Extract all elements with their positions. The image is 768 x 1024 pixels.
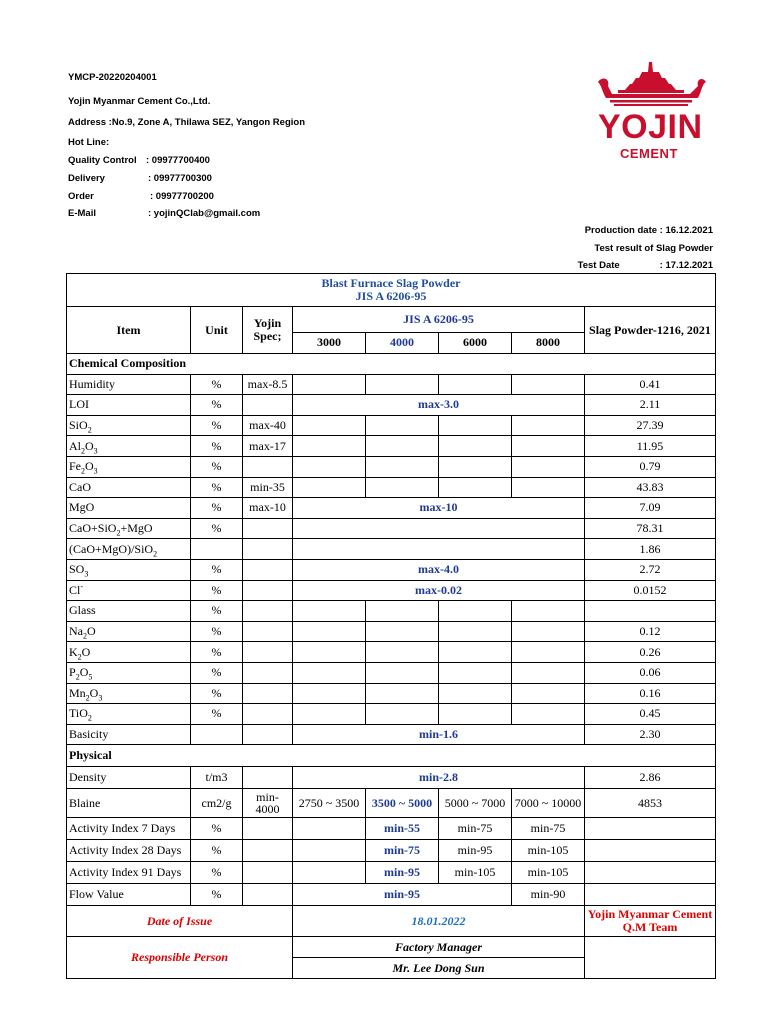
test-result-title: Test result of Slag Powder (594, 243, 713, 254)
production-date: Production date : 16.12.2021 (584, 225, 713, 236)
unit: % (191, 395, 243, 416)
order-label: Order (68, 191, 94, 202)
table-row (67, 767, 716, 789)
item-name: $Fe_2O_3$ (67, 456, 191, 477)
result-value: 2.86 (585, 767, 716, 789)
result-value: 0.16 (585, 683, 716, 704)
unit: % (191, 498, 243, 519)
grade-4000-spec: min-55 (366, 818, 439, 840)
email-label: E-Mail (68, 208, 96, 219)
grade-6000-spec: 5000 ~ 7000 (439, 789, 512, 818)
unit: % (191, 601, 243, 622)
item-name: Basicity (67, 724, 191, 745)
company-name: Yojin Myanmar Cement Co.,Ltd. (68, 96, 211, 107)
result-value: 0.12 (585, 621, 716, 642)
result-value: 0.06 (585, 662, 716, 683)
item-name: Blaine (67, 789, 191, 818)
table-row (67, 436, 716, 457)
logo-wordmark: YOJIN (598, 108, 703, 146)
email-line (68, 208, 260, 219)
email-address: : yojinQClab@gmail.com (148, 208, 261, 219)
result-value: 7.09 (585, 498, 716, 519)
item-name: $SO_3$ (67, 559, 191, 580)
table-row (67, 374, 716, 395)
item-name: Glass (67, 601, 191, 622)
yojin-cement-logo (592, 62, 710, 167)
section-physical: Physical (67, 745, 716, 767)
item-name: MgO (67, 498, 191, 519)
jis-spec: max-0.02 (293, 580, 585, 601)
logo-subtitle: CEMENT (620, 146, 678, 161)
grade-4000-spec: 3500 ~ 5000 (366, 789, 439, 818)
qm-team: Yojin Myanmar Cement Q.M Team (585, 906, 716, 937)
issue-row (67, 906, 716, 937)
qc-phone: : 09977700400 (146, 155, 210, 166)
item-name: TiO$_2$ (67, 704, 191, 725)
table-row (67, 642, 716, 663)
grade-6000-spec: min-75 (439, 818, 512, 840)
unit: % (191, 884, 243, 906)
yojin-spec: min-4000 (243, 789, 293, 818)
unit: % (191, 662, 243, 683)
result-value: 11.95 (585, 436, 716, 457)
table-title-row (67, 274, 716, 307)
table-row (67, 884, 716, 906)
table-title-line2: JIS A 6206-95 (355, 289, 427, 303)
grade-8000-spec: min-75 (512, 818, 585, 840)
grade-6000: 6000 (439, 332, 512, 353)
table-row (67, 498, 716, 519)
table-row (67, 621, 716, 642)
test-date-label: Test Date (577, 260, 620, 271)
table-row (67, 818, 716, 840)
item-name: CaO+SiO$_2$+MgO (67, 518, 191, 539)
order-phone: : 09977700200 (150, 191, 214, 202)
header-yojin-spec: Yojin Spec; (243, 307, 293, 354)
delivery-line (68, 173, 212, 184)
grade-3000-spec: 2750 ~ 3500 (293, 789, 366, 818)
unit: % (191, 415, 243, 436)
unit: % (191, 374, 243, 395)
item-name: LOI (67, 395, 191, 416)
test-results-table (66, 273, 716, 979)
factory-manager-title: Factory Manager (293, 937, 585, 958)
result-value: 1.86 (585, 539, 716, 560)
table-row (67, 601, 716, 622)
table-row (67, 789, 716, 818)
unit: cm2/g (191, 789, 243, 818)
table-row (67, 704, 716, 725)
table-row (67, 724, 716, 745)
section-chemical-row (67, 354, 716, 375)
item-name: (CaO+MgO)/SiO$_2$ (67, 539, 191, 560)
grade-8000: 8000 (512, 332, 585, 353)
test-date-line (578, 260, 713, 271)
item-name: Activity Index 7 Days (67, 818, 191, 840)
unit: % (191, 862, 243, 884)
delivery-phone: : 09977700300 (148, 173, 212, 184)
hotline-label: Hot Line: (68, 137, 110, 148)
unit: % (191, 840, 243, 862)
yojin-spec: max-8.5 (243, 374, 293, 395)
manager-title-row (67, 937, 716, 958)
jis-spec: min-1.6 (293, 724, 585, 745)
header-item: Item (67, 307, 191, 354)
result-value: 2.30 (585, 724, 716, 745)
grade-8000-spec: min-105 (512, 862, 585, 884)
result-value: 0.45 (585, 704, 716, 725)
section-physical-row (67, 745, 716, 767)
grade-8000-spec: min-90 (512, 884, 585, 906)
qc-label: Quality Control (68, 155, 137, 166)
item-name: Activity Index 91 Days (67, 862, 191, 884)
yojin-spec: min-35 (243, 477, 293, 498)
item-name: $Mn_2O_3$ (67, 683, 191, 704)
header-unit: Unit (191, 307, 243, 354)
header-jis-standard: JIS A 6206-95 (293, 307, 585, 333)
grade-4000: 4000 (366, 332, 439, 353)
result-value: 0.26 (585, 642, 716, 663)
result-value: 27.39 (585, 415, 716, 436)
jis-spec: max-3.0 (293, 395, 585, 416)
grade-4000-spec: min-95 (366, 862, 439, 884)
item-name: $Na_2O$ (67, 621, 191, 642)
unit: % (191, 477, 243, 498)
unit: % (191, 704, 243, 725)
table-row (67, 840, 716, 862)
unit: t/m3 (191, 767, 243, 789)
table-row (67, 477, 716, 498)
grade-8000-spec: min-105 (512, 840, 585, 862)
responsible-person-label: Responsible Person (67, 937, 293, 979)
unit: % (191, 642, 243, 663)
yojin-spec: max-10 (243, 498, 293, 519)
item-name: CaO (67, 477, 191, 498)
table-title (67, 274, 716, 307)
test-date-value: : 17.12.2021 (659, 260, 713, 271)
unit: % (191, 559, 243, 580)
item-name: Humidity (67, 374, 191, 395)
unit: % (191, 580, 243, 601)
yojin-spec: max-40 (243, 415, 293, 436)
grade-6000-spec: min-95 (439, 840, 512, 862)
table-row (67, 518, 716, 539)
unit: % (191, 518, 243, 539)
jis-spec: min-2.8 (293, 767, 585, 789)
jis-spec: min-95 (293, 884, 512, 906)
result-value: 4853 (585, 789, 716, 818)
item-name: Density (67, 767, 191, 789)
unit: % (191, 683, 243, 704)
yojin-spec: max-17 (243, 436, 293, 457)
document-number: YMCP-20220204001 (68, 72, 157, 83)
result-value: 0.41 (585, 374, 716, 395)
date-of-issue-value: 18.01.2022 (293, 906, 585, 937)
factory-manager-name: Mr. Lee Dong Sun (293, 958, 585, 979)
order-line (68, 191, 214, 202)
section-chemical: Chemical Composition (67, 354, 716, 375)
quality-control-line (68, 155, 210, 166)
table-row (67, 862, 716, 884)
grade-4000-spec: min-75 (366, 840, 439, 862)
signature-cell (585, 937, 716, 979)
table-row (67, 662, 716, 683)
table-title-line1: Blast Furnace Slag Powder (321, 276, 461, 290)
grade-8000-spec: 7000 ~ 10000 (512, 789, 585, 818)
unit: % (191, 456, 243, 477)
item-name: Cl- (67, 580, 191, 601)
item-name: SiO$_2$ (67, 415, 191, 436)
date-of-issue-label: Date of Issue (67, 906, 293, 937)
table-row (67, 415, 716, 436)
item-name: $K_2O$ (67, 642, 191, 663)
table-row (67, 395, 716, 416)
item-name: Activity Index 28 Days (67, 840, 191, 862)
result-value: 2.11 (585, 395, 716, 416)
table-row (67, 456, 716, 477)
company-address: Address :No.9, Zone A, Thilawa SEZ, Yangon Region (68, 117, 306, 128)
result-value: 0.0152 (585, 580, 716, 601)
table-row (67, 683, 716, 704)
result-value: 78.31 (585, 518, 716, 539)
table-row (67, 559, 716, 580)
jis-spec: max-4.0 (293, 559, 585, 580)
result-value: 2.72 (585, 559, 716, 580)
delivery-label: Delivery (68, 173, 105, 184)
jis-spec: max-10 (293, 498, 585, 519)
header-result: Slag Powder-1216, 2021 (585, 307, 716, 354)
result-value: 0.79 (585, 456, 716, 477)
result-value: 43.83 (585, 477, 716, 498)
unit: % (191, 818, 243, 840)
item-name: $Al_2O_3$ (67, 436, 191, 457)
table-header-row (67, 307, 716, 333)
table-row (67, 580, 716, 601)
grade-3000: 3000 (293, 332, 366, 353)
unit: % (191, 436, 243, 457)
table-row (67, 539, 716, 560)
item-name: $P_2O_5$ (67, 662, 191, 683)
grade-6000-spec: min-105 (439, 862, 512, 884)
pagoda-boat-icon (592, 62, 710, 110)
unit: % (191, 621, 243, 642)
item-name: Flow Value (67, 884, 191, 906)
